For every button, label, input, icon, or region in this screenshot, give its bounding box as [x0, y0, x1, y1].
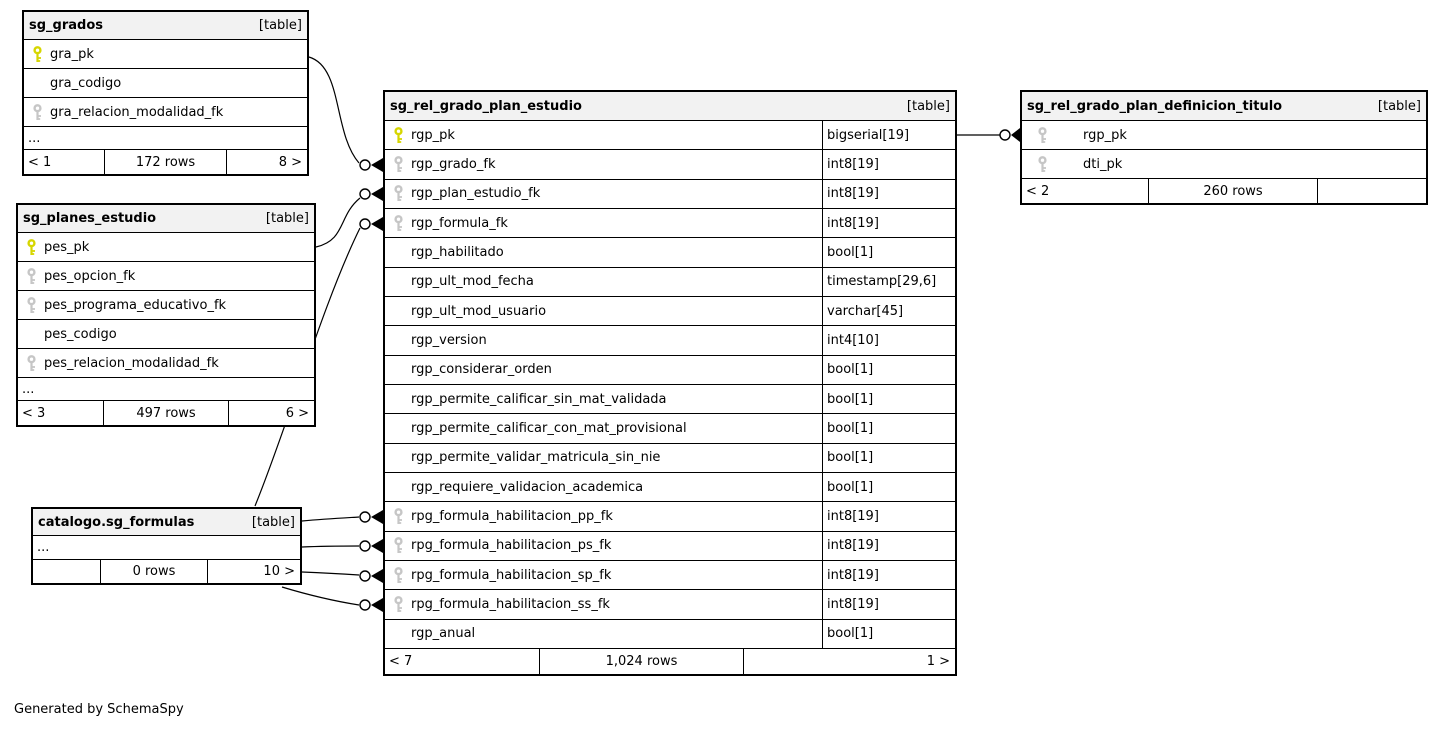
foreign-key-icon: [385, 156, 411, 173]
fk-edge-formulas-to-habilitacion-pp-fk: [302, 510, 383, 524]
table-title[interactable]: sg_planes_estudio: [23, 211, 157, 226]
row-count: 172 rows: [104, 150, 226, 174]
foreign-key-icon: [385, 215, 411, 232]
column-type: int8[19]: [822, 209, 955, 237]
column-name: rgp_permite_calificar_sin_mat_validada: [411, 391, 667, 407]
column-type: bool[1]: [822, 385, 955, 413]
foreign-key-icon: [1022, 156, 1083, 173]
table-sg-planes-estudio: [16, 203, 316, 427]
table-header: [24, 12, 307, 40]
fk-edge-formulas-to-habilitacion-sp-fk: [302, 569, 383, 583]
table-row: [385, 180, 955, 209]
table-title[interactable]: catalogo.sg_formulas: [38, 514, 195, 530]
foreign-key-icon: [18, 355, 44, 372]
column-name: gra_relacion_modalidad_fk: [50, 104, 224, 120]
table-header: [1022, 92, 1426, 121]
ellipsis-label: ...: [37, 540, 50, 555]
column-type: int8[19]: [822, 150, 955, 178]
column-type: int8[19]: [822, 561, 955, 589]
table-sg-grados: [22, 10, 309, 176]
table-row: [18, 291, 314, 320]
table-footer: [24, 150, 307, 174]
column-name: gra_pk: [50, 46, 94, 62]
column-name: rgp_requiere_validacion_academica: [411, 479, 644, 495]
column-name: rpg_formula_habilitacion_ps_fk: [411, 538, 612, 554]
table-catalogo-sg-formulas: [31, 507, 302, 585]
fk-edge-grados-to-rgp-grado-fk: [309, 57, 383, 172]
column-name: rgp_version: [411, 332, 487, 348]
primary-key-icon: [24, 46, 50, 63]
column-type: int8[19]: [822, 532, 955, 560]
generated-by-note: Generated by SchemaSpy: [14, 702, 184, 717]
table-title[interactable]: sg_grados: [29, 18, 104, 33]
foreign-key-icon: [18, 297, 44, 314]
table-row: [24, 69, 307, 98]
column-name: pes_codigo: [44, 326, 117, 342]
column-type: varchar[45]: [822, 297, 955, 325]
pager-prev: < 2: [1026, 183, 1050, 199]
pager-next: 8 >: [226, 150, 307, 174]
table-row: [385, 150, 955, 179]
hidden-columns-row: [18, 378, 314, 401]
column-type: int4[10]: [822, 326, 955, 354]
table-row: [385, 268, 955, 297]
column-name: pes_pk: [44, 239, 90, 255]
pager-prev: [33, 560, 100, 583]
table-type-badge: [table]: [906, 98, 950, 114]
column-name: rgp_pk: [1083, 127, 1127, 143]
row-count: 497 rows: [103, 401, 228, 425]
foreign-key-icon: [1022, 127, 1083, 144]
column-name: rgp_permite_validar_matricula_sin_nie: [411, 450, 661, 466]
pager-prev: < 7: [389, 653, 413, 669]
column-name: rpg_formula_habilitacion_sp_fk: [411, 567, 612, 583]
fk-edge-planes-to-rgp-plan-estudio-fk: [316, 187, 383, 247]
foreign-key-icon: [24, 104, 50, 121]
table-title[interactable]: sg_rel_grado_plan_estudio: [390, 98, 582, 114]
column-name: rgp_ult_mod_usuario: [411, 303, 547, 319]
table-row: [385, 385, 955, 414]
table-type-badge: [table]: [258, 18, 302, 33]
column-name: pes_programa_educativo_fk: [44, 297, 227, 313]
ellipsis-label: ...: [22, 381, 35, 397]
column-type: int8[19]: [822, 502, 955, 530]
column-name: rgp_ult_mod_fecha: [411, 274, 534, 290]
row-count: 0 rows: [100, 560, 207, 583]
column-name: rpg_formula_habilitacion_pp_fk: [411, 508, 613, 524]
fk-edge-rgp-pk-to-definicion-titulo: [957, 128, 1020, 142]
table-footer: [1022, 179, 1426, 203]
table-type-badge: [table]: [265, 211, 309, 226]
table-row: [18, 349, 314, 378]
column-name: dti_pk: [1083, 156, 1123, 172]
table-row: [385, 238, 955, 267]
column-name: rgp_anual: [411, 626, 476, 642]
column-type: bool[1]: [822, 444, 955, 472]
column-name: rgp_plan_estudio_fk: [411, 186, 541, 202]
table-row: [385, 532, 955, 561]
table-row: [385, 590, 955, 619]
table-row: [1022, 150, 1426, 179]
column-type: bool[1]: [822, 238, 955, 266]
column-name: gra_codigo: [50, 75, 122, 91]
column-name: rpg_formula_habilitacion_ss_fk: [411, 596, 610, 612]
pager-next: 10 >: [207, 560, 300, 583]
table-row: [385, 209, 955, 238]
column-name: rgp_considerar_orden: [411, 362, 552, 378]
column-type: timestamp[29,6]: [822, 268, 955, 296]
table-footer: [385, 649, 955, 674]
row-count: 1,024 rows: [539, 649, 743, 674]
column-type: bool[1]: [822, 414, 955, 442]
ellipsis-label: ...: [28, 130, 41, 146]
column-name: pes_opcion_fk: [44, 268, 136, 284]
table-row: [385, 121, 955, 150]
column-name: rgp_habilitado: [411, 244, 504, 260]
fk-edge-formulas-to-habilitacion-ss-fk: [282, 587, 383, 612]
table-row: [18, 262, 314, 291]
fk-edge-formulas-to-habilitacion-ps-fk: [302, 539, 383, 553]
pager-prev: < 3: [22, 405, 46, 421]
column-type: bigserial[19]: [822, 121, 955, 149]
table-footer: [33, 560, 300, 583]
table-row: [385, 620, 955, 649]
column-name: rgp_grado_fk: [411, 156, 496, 172]
table-type-badge: [table]: [251, 514, 295, 530]
table-sg-rel-grado-plan-definicion-titulo: [1020, 90, 1428, 205]
table-row: [18, 233, 314, 262]
table-row: [385, 561, 955, 590]
table-row: [385, 356, 955, 385]
row-count: 260 rows: [1148, 179, 1317, 203]
table-row: [385, 297, 955, 326]
column-type: bool[1]: [822, 473, 955, 501]
table-header: [18, 205, 314, 233]
hidden-columns-row: [33, 536, 300, 560]
table-row: [385, 414, 955, 443]
column-name: rgp_pk: [411, 127, 455, 143]
table-row: [1022, 121, 1426, 150]
pager-next: 1 >: [743, 649, 955, 674]
table-footer: [18, 401, 314, 425]
foreign-key-icon: [18, 268, 44, 285]
table-row: [385, 473, 955, 502]
primary-key-icon: [385, 127, 411, 144]
table-row: [24, 40, 307, 69]
foreign-key-icon: [385, 596, 411, 613]
hidden-columns-row: [24, 127, 307, 150]
foreign-key-icon: [385, 567, 411, 584]
table-row: [24, 98, 307, 127]
table-row: [385, 444, 955, 473]
column-name: rgp_permite_calificar_con_mat_provisional: [411, 420, 687, 436]
foreign-key-icon: [385, 508, 411, 525]
foreign-key-icon: [385, 537, 411, 554]
table-header: [385, 92, 955, 121]
column-name: rgp_formula_fk: [411, 215, 508, 231]
table-type-badge: [table]: [1377, 98, 1421, 114]
column-type: bool[1]: [822, 620, 955, 648]
pager-next: [1317, 179, 1426, 203]
table-row: [385, 502, 955, 531]
pager-next: 6 >: [228, 401, 314, 425]
column-type: bool[1]: [822, 356, 955, 384]
table-sg-rel-grado-plan-estudio: [383, 90, 957, 676]
foreign-key-icon: [385, 185, 411, 202]
table-row: [18, 320, 314, 349]
pager-prev: < 1: [28, 154, 52, 170]
table-row: [385, 326, 955, 355]
table-header: [33, 509, 300, 536]
table-title[interactable]: sg_rel_grado_plan_definicion_titulo: [1027, 98, 1283, 114]
column-type: int8[19]: [822, 180, 955, 208]
column-name: pes_relacion_modalidad_fk: [44, 355, 219, 371]
primary-key-icon: [18, 239, 44, 256]
column-type: int8[19]: [822, 590, 955, 618]
